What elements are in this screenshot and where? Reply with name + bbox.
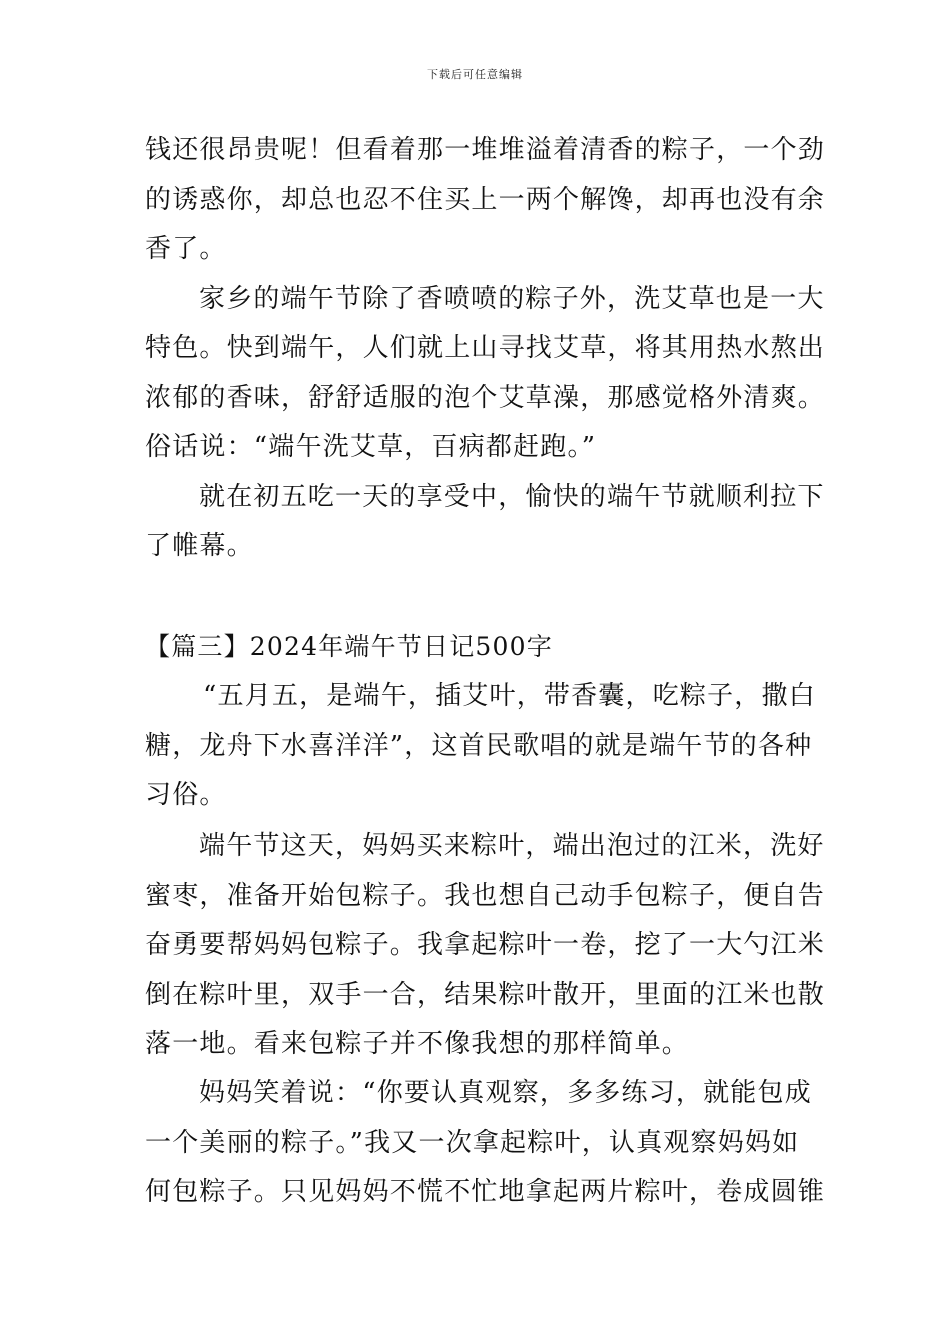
paragraph-folk-song [145,672,816,821]
section-heading [145,622,805,672]
text-line: 特色。快到端午，人们就上山寻找艾草，将其用热水熬出 [145,333,826,363]
text-line: 习俗。 [145,780,227,810]
text-line: 俗话说：“端午洗艾草，百病都赶跑。” [145,432,597,462]
text-line: “五月五，是端午，插艾叶，带香囊，吃粽子，撒白 [203,681,816,711]
text-line: 奋勇要帮妈妈包粽子。我拿起粽叶一卷，挖了一大勺江米 [145,930,826,960]
text-line: 落一地。看来包粽子并不像我想的那样简单。 [145,1029,690,1059]
paragraph-mother-advice [145,1069,826,1218]
text-line: 的诱惑你，却总也忍不住买上一两个解馋，却再也没有余 [145,184,826,215]
text-line: 蜜枣，准备开始包粽子。我也想自己动手包粽子，便自告 [145,880,826,911]
paragraph-continuation [145,126,826,275]
text-line: 糖，龙舟下水喜洋洋”，这首民歌唱的就是端午节的各种 [145,730,813,761]
text-line: 倒在粽叶里，双手一合，结果粽叶散开，里面的江米也散 [145,979,826,1010]
text-line: 钱还很昂贵呢！但看着那一堆堆溢着清香的粽子，一个劲 [145,135,826,165]
page-header: 下载后可任意编辑 [427,68,523,81]
paragraph-aicao [145,275,826,473]
text-line: 一个美丽的粽子。”我又一次拿起粽叶，认真观察妈妈如 [145,1127,800,1158]
text-line: 家乡的端午节除了香喷喷的粽子外，洗艾草也是一大 [199,283,825,314]
text-line: 就在初五吃一天的享受中，愉快的端午节就顺利拉下 [199,481,825,512]
text-line: 何包粽子。只见妈妈不慌不忙地拿起两片粽叶，卷成圆锥 [145,1177,826,1207]
text-line: 妈妈笑着说：“你要认真观察，多多练习，就能包成 [199,1078,812,1108]
text-line: 了帷幕。 [145,531,254,561]
text-line: 端午节这天，妈妈买来粽叶，端出泡过的江米，洗好 [199,831,825,861]
text-line: 香了。 [145,234,227,264]
paragraph-ending [145,473,825,572]
section-heading-text: 【篇三】2024年端午节日记500字 [145,632,553,661]
paragraph-making-zongzi [145,822,826,1070]
text-line: 浓郁的香味，舒舒适服的泡个艾草澡，那感觉格外清爽。 [145,382,826,413]
